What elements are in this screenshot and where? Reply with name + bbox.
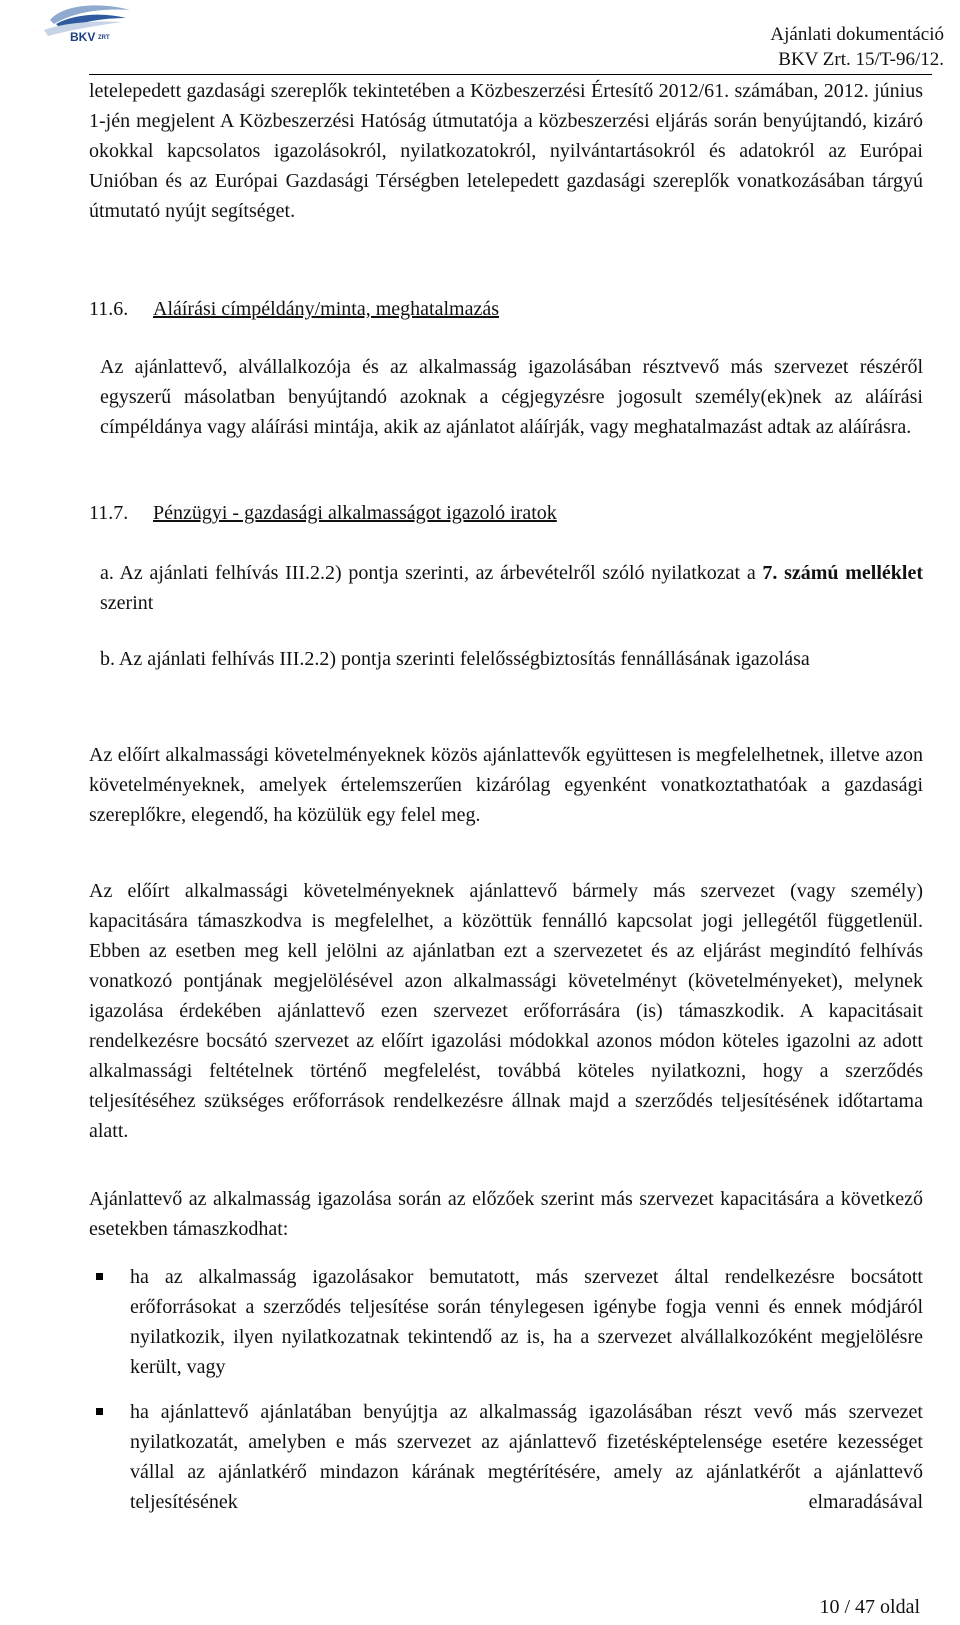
section-11-6-title: Aláírási címpéldány/minta, meghatalmazás [153,298,499,320]
bullet-marker [96,1408,103,1415]
bkv-logo [30,2,142,44]
bullet-item-1: ha az alkalmasság igazolásakor bemutatott, más szervezet által rendelkezésre bocsátott erőforrásokat a szerződés teljesítése során ténylegesen igénybe fogja venni és ennek módjáról nyilatkozik, ilyen nyilatkozatnak tekintendő az is, ha a szervezet alvállalkozóként megjelölésre került, vagy [130,1266,923,1378]
paragraph-1: Az előírt alkalmassági követelményeknek közös ajánlattevők együttesen is megfelelhetnek, illetve azon követelményeknek, amelyek értelemszerűen kizárólag egyenként vonatkoztathatóak a gazdasági szereplőkre, elegendő, ha közülük egy felel meg. [89,744,923,826]
section-11-7-title: Pénzügyi - gazdasági alkalmasságot igazoló iratok [153,502,557,524]
header-document-info [770,22,944,72]
svg-text:ZRT: ZRT [98,35,110,41]
item-a-bold: 7. számú melléklet [762,562,923,584]
item-a [100,558,923,618]
svg-text:BKV: BKV [70,30,96,44]
page-number: 10 / 47 oldal [819,1596,920,1618]
intro-paragraph: letelepedett gazdasági szereplők tekintetében a Közbeszerzési Értesítő 2012/61. számában, 2012. június 1-jén megjelent A Közbeszerzési Hatóság útmutatója a közbeszerzési eljárás során benyújtandó, kizáró okokkal kapcsolatos igazolásokról, nyilatkozatokról, nyilvántartásokról és adatokról az Európai Unióban és az Európai Gazdasági Térségben letelepedett gazdasági szereplők vonatkozásában tárgyú útmutató nyújt segítséget. [89,80,923,222]
page-header [0,0,960,70]
header-doc-ref: BKV Zrt. 15/T-96/12. [778,49,944,70]
item-a-prefix: a. Az ajánlati felhívás III.2.2) pontja szerinti, az árbevételről szóló nyilatkozat a [100,562,756,584]
bullet-item-2: ha ajánlattevő ajánlatában benyújtja az alkalmasság igazolásában részt vevő más szervezet nyilatkozatát, amelyben e más szervezet az ajánlattevő fizetésképtelensége esetére kezességet vállal az ajánlatkérő mindazon kárának megtérítésére, amely az ajánlatkérőt a ajánlattevő teljesítésének elmaradásával [130,1401,923,1513]
header-rule [89,74,932,75]
section-11-6-body: Az ajánlattevő, alvállalkozója és az alkalmasság igazolásában résztvevő más szervezet részéről egyszerű másolatban benyújtandó azoknak a cégjegyzésre jogosult személy(ek)nek az aláírási címpéldánya vagy aláírási mintája, akik az ajánlatot aláírják, vagy meghatalmazást adtak az aláírásra. [100,356,923,438]
section-11-6-number: 11.6. [89,298,129,320]
paragraph-2: Az előírt alkalmassági követelményeknek ajánlattevő bármely más szervezet (vagy személy) kapacitására támaszkodva is megfelelhet, a közöttük fennálló kapcsolat jogi jellegétől függetlenül. Ebben az esetben meg kell jelölni az ajánlatban ezt a szervezetet és az eljárást megindító felhívás vonatkozó pontjának megjelölésével azon alkalmassági követelményt (követelményeket), melynek igazolása érdekében ajánlattevő ezen szervezet erőforrására (is) támaszkodik. A kapacitásait rendelkezésre bocsátó szervezet az előírt igazolási módokkal azonos módon köteles igazolni az adott alkalmassági feltételnek történő megfelelést, továbbá köteles nyilatkozni, hogy a szerződés teljesítéséhez szükséges erőforrások rendelkezésre állnak majd a szerződés teljesítésének időtartama alatt. [89,880,923,1142]
header-doc-title: Ajánlati dokumentáció [770,24,944,45]
paragraph-3: Ajánlattevő az alkalmasság igazolása során az előzőek szerint más szervezet kapacitására a következő esetekben támaszkodhat: [89,1188,923,1240]
item-b: b. Az ajánlati felhívás III.2.2) pontja szerinti felelősségbiztosítás fennállásának igazolása [100,648,810,670]
bullet-marker [96,1273,103,1280]
section-11-7-number: 11.7. [89,502,129,524]
item-a-suffix: szerint [100,592,154,614]
